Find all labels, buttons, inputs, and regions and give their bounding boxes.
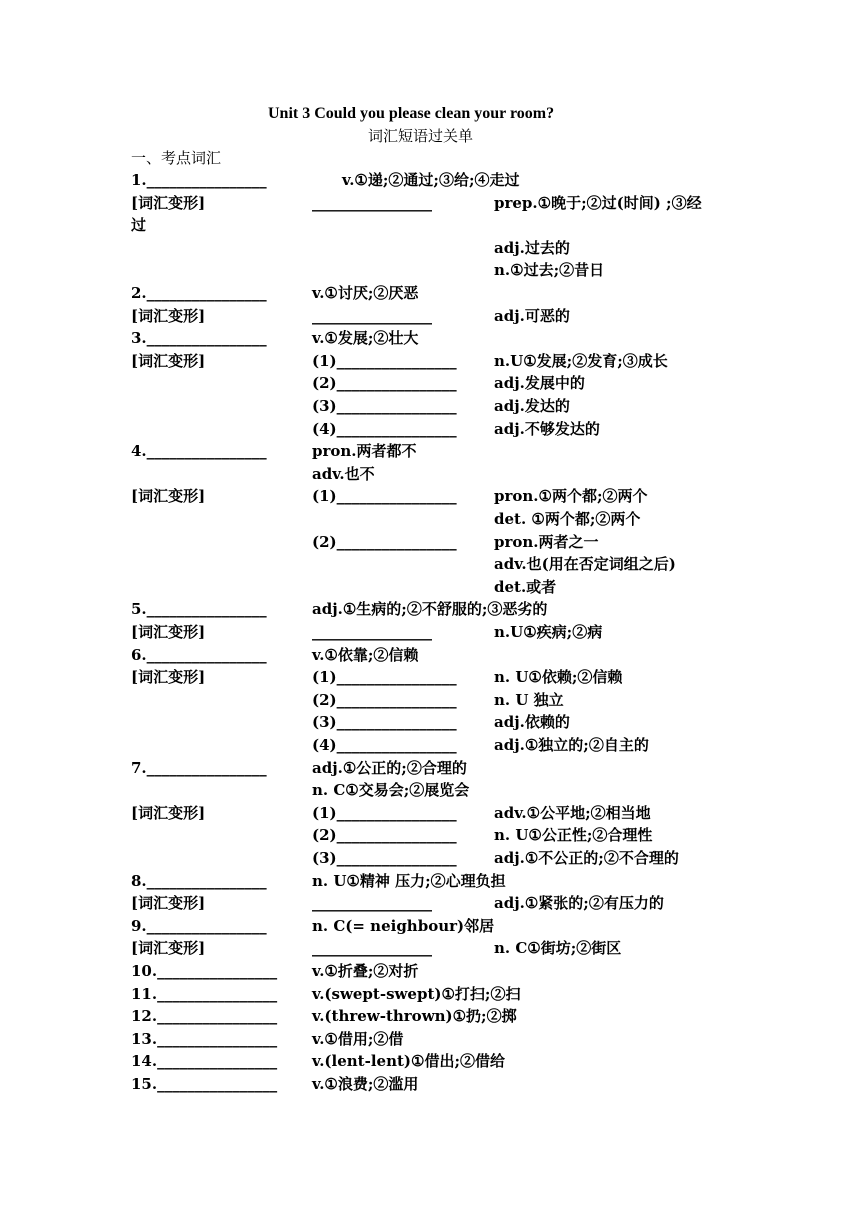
entry-blank-or-definition: v.①折叠;②对折: [312, 962, 419, 980]
entry-blank-or-definition: (2)________________: [312, 374, 457, 393]
entry-definition: det. ①两个都;②两个: [494, 510, 641, 528]
entry-number: 5.________________: [131, 600, 267, 619]
entry-number: [词汇变形]: [131, 894, 206, 913]
entry-blank-or-definition: (2)________________: [312, 826, 457, 845]
entry-definition: adj.发达的: [494, 397, 570, 415]
entry-definition: adj.①不公正的;②不合理的: [494, 849, 679, 867]
entry-definition: n. U①公正性;②合理性: [494, 826, 653, 845]
entry-blank-or-definition: (4)________________: [312, 736, 457, 754]
entry-number: [词汇变形]: [131, 668, 206, 687]
entry-definition: pron.两者之一: [494, 532, 599, 551]
entry-number: [词汇变形]: [131, 487, 206, 506]
entry-definition: v.①递;②通过;③给;④走过: [342, 171, 520, 189]
entry-blank-or-definition: ________________: [312, 939, 432, 958]
entry-definition: n.①过去;②昔日: [494, 261, 605, 280]
entry-blank-or-definition: (1)________________: [312, 803, 457, 822]
entry-definition: prep.①晚于;②过(时间) ;③经: [494, 193, 702, 212]
entry-blank-or-definition: (1)________________: [312, 668, 457, 687]
entry-blank-or-definition: (4)________________: [312, 419, 457, 438]
entry-definition: adj.①紧张的;②有压力的: [494, 894, 664, 913]
entry-blank-or-definition: (3)________________: [312, 713, 457, 732]
entry-blank-or-definition: adj.①生病的;②不舒服的;③恶劣的: [312, 600, 548, 619]
entry-number: 1.________________: [131, 171, 267, 189]
entry-blank-or-definition: adj.①公正的;②合理的: [312, 758, 467, 777]
entry-number: 2.________________: [131, 284, 267, 302]
entry-number: [词汇变形]: [131, 623, 206, 641]
entry-definition: adv.①公平地;②相当地: [494, 803, 651, 822]
entry-number: [词汇变形]: [131, 939, 206, 958]
entry-number: [词汇变形]: [131, 193, 206, 212]
entry-blank-or-definition: n. C①交易会;②展览会: [312, 781, 470, 800]
entry-number: 9.________________: [131, 916, 267, 935]
entry-blank-or-definition: (3)________________: [312, 849, 457, 867]
page-subtitle: 词汇短语过关单: [368, 127, 474, 145]
page-title: Unit 3 Could you please clean your room?: [268, 105, 555, 122]
entry-definition: adj.依赖的: [494, 713, 570, 732]
entry-blank-or-definition: v.(lent-lent)①借出;②借给: [312, 1052, 505, 1071]
entry-number: 8.________________: [131, 871, 267, 890]
entry-definition: adj.不够发达的: [494, 419, 600, 438]
entry-definition: n.U①发展;②发育;③成长: [494, 351, 668, 370]
entry-blank-or-definition: n. C(= neighbour)邻居: [312, 916, 495, 935]
entry-number: 13.________________: [131, 1029, 278, 1048]
entry-blank-or-definition: v.①讨厌;②厌恶: [312, 284, 419, 302]
entry-definition: det.或者: [494, 577, 557, 596]
entry-blank-or-definition: adv.也不: [312, 464, 375, 483]
entry-blank-or-definition: (2)________________: [312, 532, 457, 551]
entry-blank-or-definition: (1)________________: [312, 351, 457, 370]
entry-number: 过: [131, 216, 147, 235]
entry-number: 3.________________: [131, 329, 267, 348]
entry-definition: adv.也(用在否定词组之后): [494, 555, 676, 574]
section-heading: 一、考点词汇: [131, 149, 222, 167]
entry-blank-or-definition: v.①依靠;②信赖: [312, 645, 419, 664]
entry-number: 6.________________: [131, 645, 267, 664]
entry-blank-or-definition: pron.两者都不: [312, 442, 417, 461]
entry-blank-or-definition: v.①浪费;②滥用: [312, 1075, 419, 1093]
entry-blank-or-definition: ________________: [312, 623, 432, 641]
entry-blank-or-definition: (3)________________: [312, 397, 457, 415]
entry-blank-or-definition: (1)________________: [312, 487, 457, 506]
entry-number: [词汇变形]: [131, 351, 206, 370]
entry-blank-or-definition: v.①发展;②壮大: [312, 329, 419, 348]
entry-blank-or-definition: v.(swept-swept)①打扫;②扫: [312, 984, 521, 1003]
entry-number: [词汇变形]: [131, 306, 206, 325]
entry-number: 12.________________: [131, 1007, 278, 1026]
entry-number: 7.________________: [131, 758, 267, 777]
entry-blank-or-definition: v.(threw-thrown)①扔;②掷: [312, 1007, 517, 1026]
entry-number: 4.________________: [131, 442, 267, 461]
entry-blank-or-definition: v.①借用;②借: [312, 1029, 404, 1048]
entry-blank-or-definition: ________________: [312, 306, 432, 325]
entry-blank-or-definition: n. U①精神 压力;②心理负担: [312, 871, 506, 890]
entry-definition: adj.过去的: [494, 238, 570, 257]
entry-definition: pron.①两个都;②两个: [494, 487, 648, 506]
entry-definition: adj.①独立的;②自主的: [494, 736, 649, 754]
entry-definition: n. C①街坊;②街区: [494, 939, 622, 958]
entry-number: [词汇变形]: [131, 803, 206, 822]
entry-definition: adj.发展中的: [494, 374, 585, 393]
entry-blank-or-definition: ________________: [312, 193, 432, 212]
entry-number: 15.________________: [131, 1075, 278, 1093]
entry-definition: n.U①疾病;②病: [494, 623, 603, 641]
entry-number: 10.________________: [131, 962, 278, 980]
entry-definition: n. U 独立: [494, 690, 564, 709]
entry-number: 14.________________: [131, 1052, 278, 1071]
entry-definition: adj.可恶的: [494, 306, 570, 325]
entry-blank-or-definition: ________________: [312, 894, 432, 913]
entry-definition: n. U①依赖;②信赖: [494, 668, 623, 687]
entry-blank-or-definition: (2)________________: [312, 690, 457, 709]
entry-number: 11.________________: [131, 984, 278, 1003]
